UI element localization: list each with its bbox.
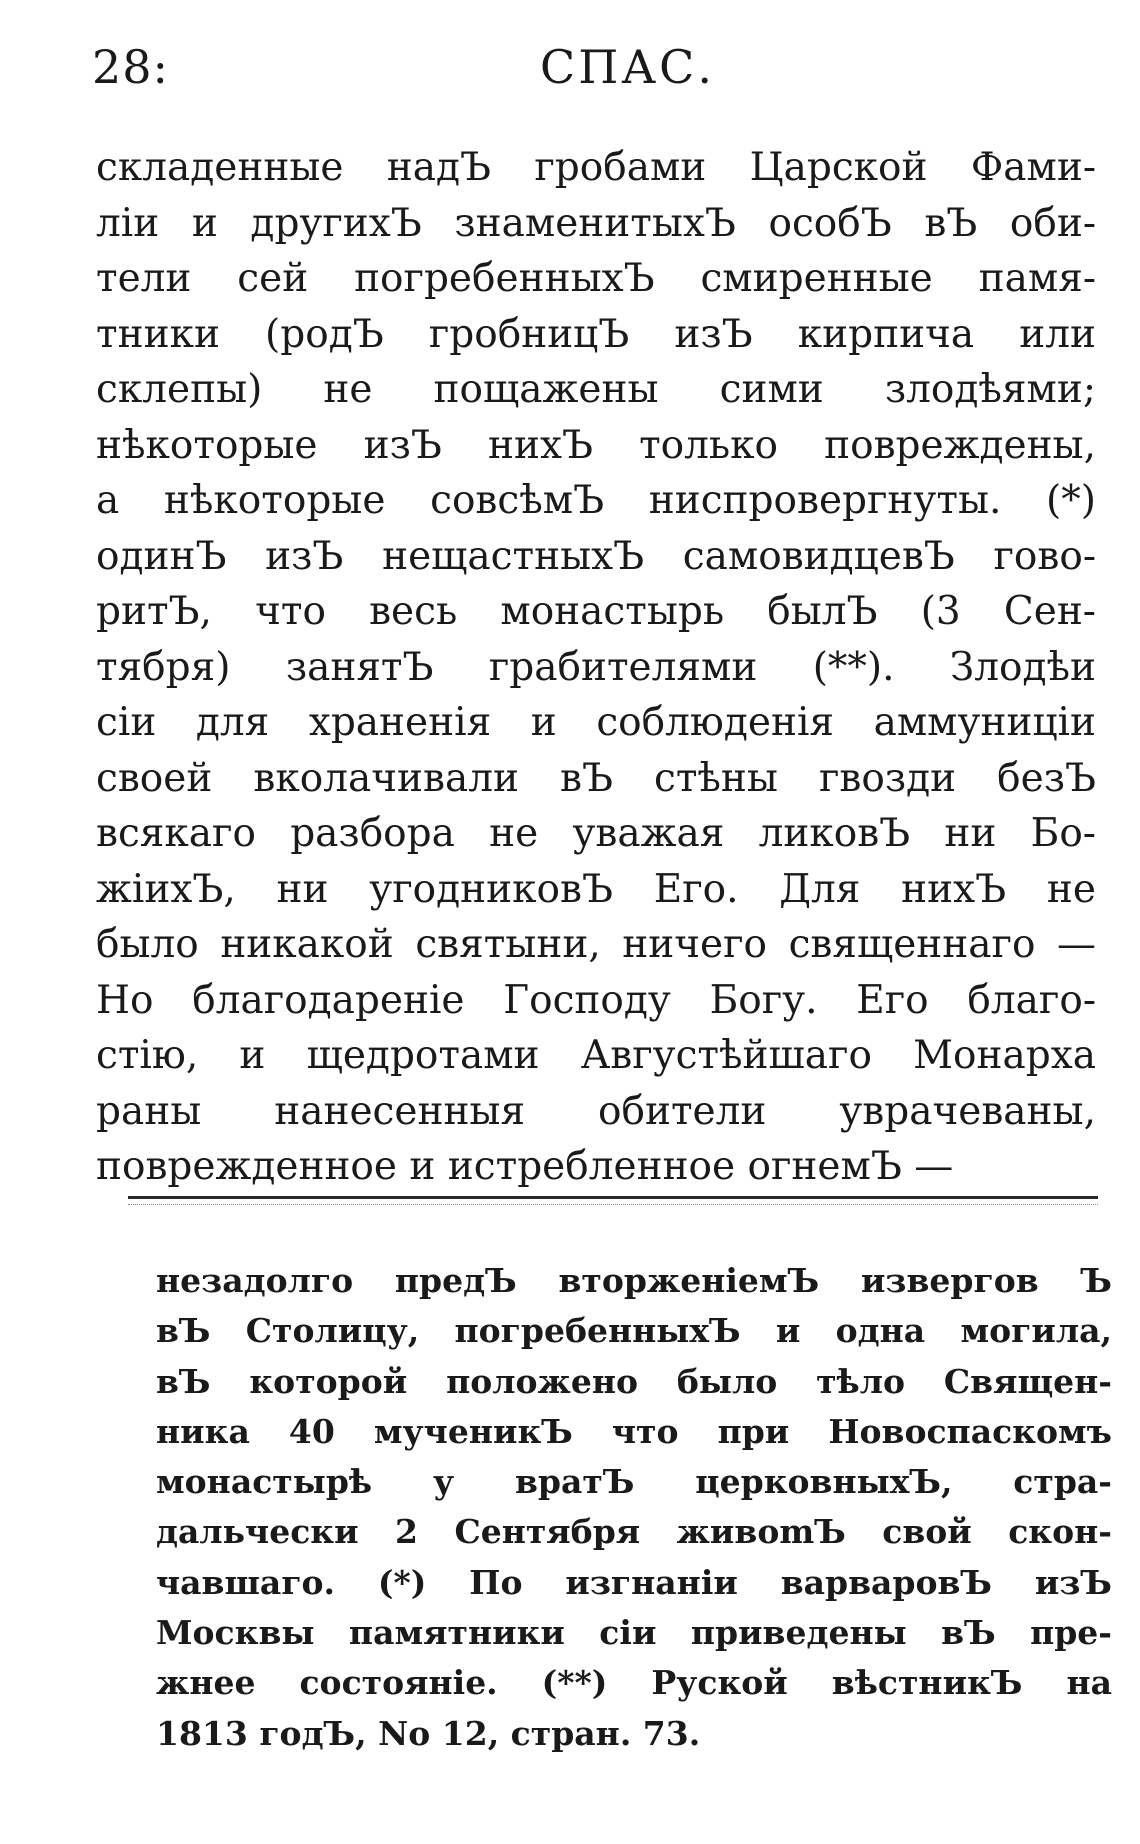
footnote-line: дальчески 2 Сентября живоmЪ свой скон- bbox=[156, 1512, 1112, 1552]
page-number: 28: bbox=[92, 40, 170, 94]
footnote-line: монастырѣ у вратЪ церковныхЪ, стра- bbox=[156, 1462, 1112, 1502]
text-line: всякаго разбора не уважая ликовЪ ни Бо- bbox=[96, 811, 1096, 856]
text-line: складенные надЪ гробами Царской Фами- bbox=[96, 145, 1096, 190]
footnote-line: 1813 годЪ, No 12, стран. 73. bbox=[156, 1713, 701, 1753]
main-text bbox=[96, 140, 1096, 1195]
text-line: было никакой святыни, ничего священнаго — bbox=[96, 922, 1096, 967]
footnote-divider bbox=[128, 1196, 1098, 1199]
text-line: тября) занятЪ грабителями (**). Злодѣи bbox=[96, 644, 1096, 690]
footnote-line: жнее состоянiе. (**) Руской вѣстникЪ на bbox=[156, 1663, 1112, 1703]
text-line: стiю, и щедротами Августѣйшаго Монарха bbox=[96, 1033, 1096, 1078]
text-line: лiи и другихЪ знаменитыхЪ особЪ вЪ оби- bbox=[96, 200, 1096, 246]
text-line: раны нанесенныя обители уврачеваны, bbox=[96, 1088, 1096, 1134]
footnote bbox=[156, 1256, 1112, 1759]
text-line: сiи для храненiя и соблюденiя аммуницiи bbox=[96, 700, 1096, 745]
footnote-line: ника 40 мученикЪ что при Новоспаскомъ bbox=[156, 1411, 1112, 1451]
text-line: Но благодаренiе Господу Богу. Его благо- bbox=[96, 977, 1096, 1023]
footnote-divider-dots bbox=[128, 1204, 1098, 1205]
text-line: склепы) не пощажены сими злодѣями; bbox=[96, 367, 1096, 412]
footnote-line: незадолго предЪ вторженiемЪ извергов Ъ bbox=[156, 1261, 1112, 1300]
text-line: тники (родЪ гробницЪ изЪ кирпича или bbox=[96, 311, 1096, 357]
text-line: ритЪ, что весь монастырь былЪ (3 Сен- bbox=[96, 589, 1096, 634]
text-line: нѣкоторые изЪ нихЪ только повреждены, bbox=[96, 422, 1096, 468]
text-line: одинЪ изЪ нещастныхЪ самовидцевЪ гово- bbox=[96, 533, 1096, 579]
text-line: своей вколачивали вЪ стѣны гвозди безЪ bbox=[96, 755, 1096, 801]
text-line: а нѣкоторые совсѣмЪ ниспровергнуты. (*) bbox=[96, 478, 1096, 523]
text-line: жiихЪ, ни угодниковЪ Его. Для нихЪ не bbox=[96, 866, 1096, 912]
text-line: поврежденное и истребленное огнемЪ — bbox=[96, 1144, 954, 1189]
text-line: тели сей погребенныхЪ смиренные памя- bbox=[96, 256, 1096, 301]
running-head: СПАС. bbox=[540, 40, 715, 94]
footnote-line: вЪ Столицу, погребенныхЪ и одна могила, bbox=[156, 1311, 1112, 1351]
footnote-line: Москвы памятники сiи приведены вЪ пре- bbox=[156, 1613, 1112, 1653]
footnote-line: чавшаго. (*) По изгнанiи варваровЪ изЪ bbox=[156, 1562, 1112, 1602]
footnote-line: вЪ которой положено было тѣло Священ- bbox=[156, 1361, 1112, 1401]
